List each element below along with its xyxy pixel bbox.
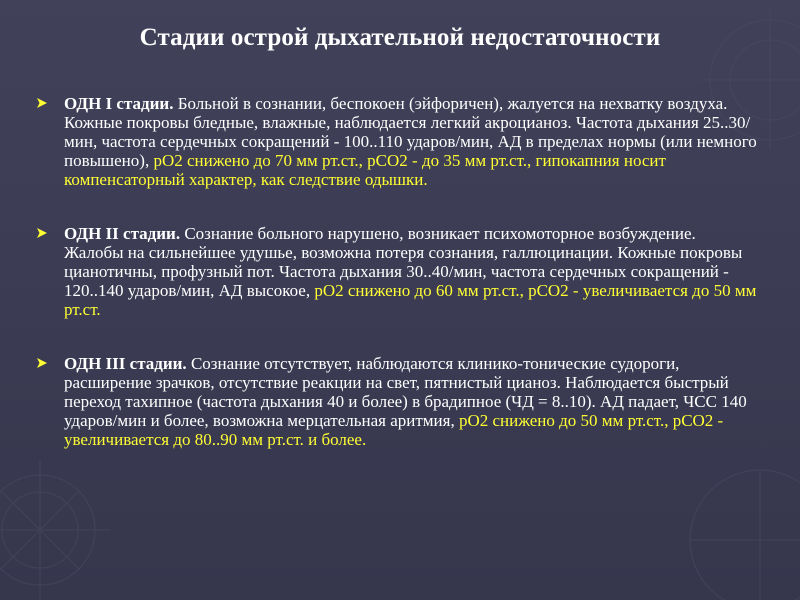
arrow-right-icon: [36, 227, 48, 239]
stage-description: Сознание отсутствует, наблюдаются клинико-тонические судороги, расширение зрачков, отсутствие реакции на свет, пятнистый цианоз. Наблюдается быстрый переход тахипное (частота дыхания 40 и более) в брадипное (ЧД = 8..10). АД падает, ЧСС 140 ударов/мин и более, возможна мерцательная аритмия,: [64, 354, 747, 430]
stage-label: ОДН II стадии.: [64, 224, 181, 243]
stage-description: Больной в сознании, беспокоен (эйфоричен), жалуется на нехватку воздуха. Кожные покровы бледные, влажные, наблюдается легкий акроцианоз. Частота дыхания 25..30/мин, частота сердечных сокращений - 100..110 ударов/мин, АД в пределах нормы (или немного повышено),: [64, 94, 757, 170]
stage-highlight: рО2 снижено до 60 мм рт.ст., рСО2 - увеличивается до 50 мм рт.ст.: [64, 281, 757, 319]
stage-list: [36, 94, 758, 449]
stage-label: ОДН III стадии.: [64, 354, 187, 373]
arrow-right-icon: [36, 357, 48, 369]
stage-highlight: рО2 снижено до 70 мм рт.ст., рСО2 - до 35 мм рт.ст., гипокапния носит компенсаторный характер, как следствие одышки.: [64, 151, 666, 189]
stage-item-2: [36, 224, 758, 319]
stage-label: ОДН I стадии.: [64, 94, 174, 113]
arrow-right-icon: [36, 97, 48, 109]
stage-item-3: [36, 354, 758, 449]
slide-title: Стадии острой дыхательной недостаточности: [139, 24, 661, 51]
stage-highlight: рО2 снижено до 50 мм рт.ст., рСО2 - увеличивается до 80..90 мм рт.ст. и более.: [64, 411, 724, 449]
stage-item-1: [36, 94, 758, 189]
stage-description: Сознание больного нарушено, возникает психомоторное возбуждение. Жалобы на сильнейшее удушье, возможна потеря сознания, галлюцинации. Кожные покровы цианотичны, профузный пот. Частота дыхания 30..40/мин, частота сердечных сокращений - 120..140 ударов/мин, АД высокое,: [64, 224, 743, 300]
